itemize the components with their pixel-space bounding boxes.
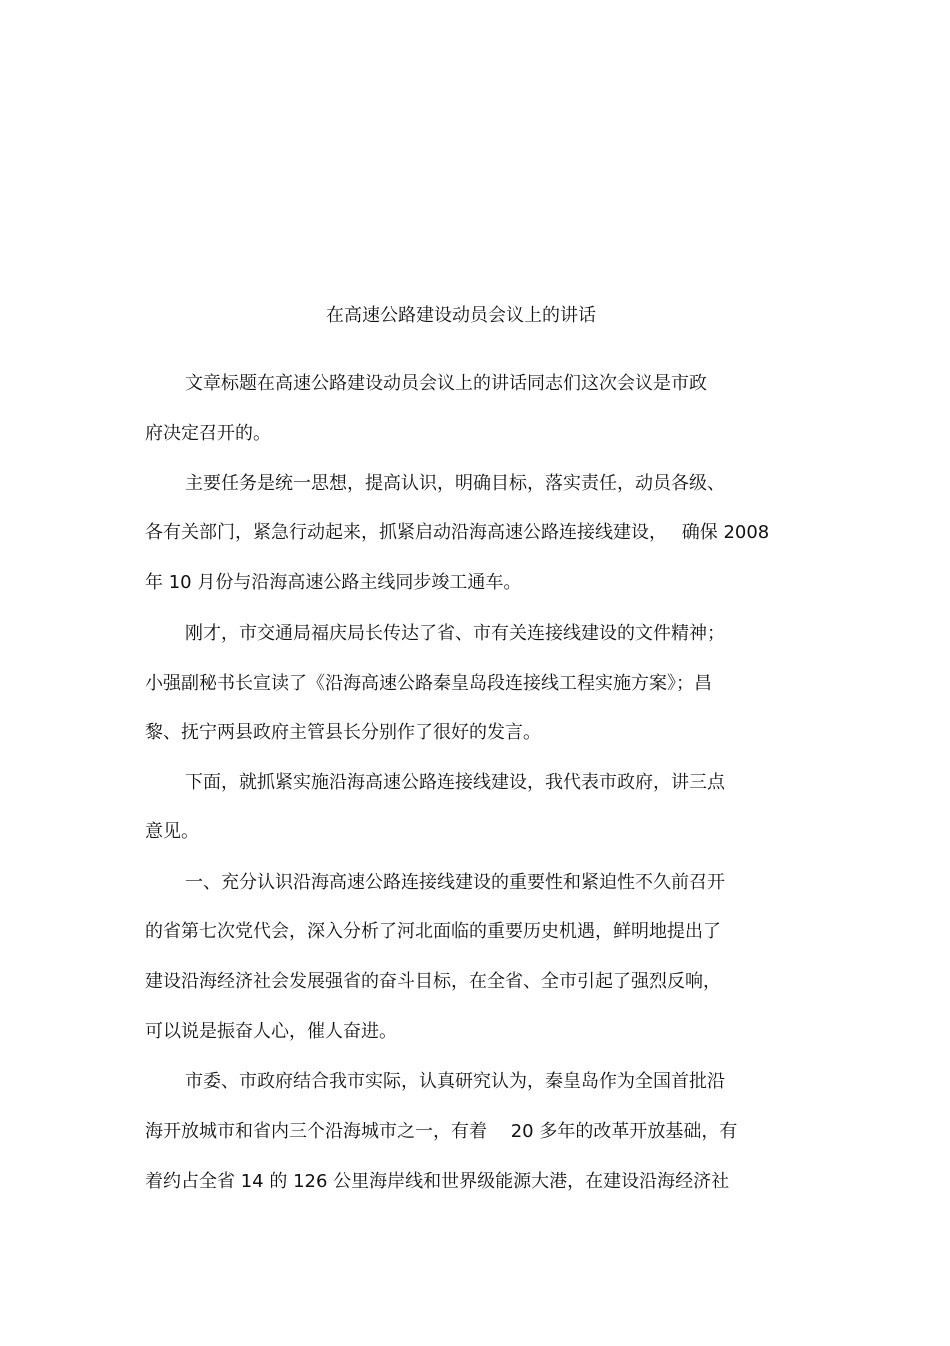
paragraph-line: 一、充分认识沿海高速公路连接线建设的重要性和紧迫性不久前召开	[185, 872, 725, 893]
paragraph-line: 着约占全省 14 的 126 公里海岸线和世界级能源大港，在建设沿海经济社	[145, 1171, 730, 1192]
paragraph-line: 各有关部门，紧急行动起来，抓紧启动沿海高速公路连接线建设， 确保 2008	[145, 522, 770, 543]
paragraph-line: 刚才，市交通局福庆局长传达了省、市有关连接线建设的文件精神；	[185, 623, 725, 644]
paragraph-line: 府决定召开的。	[145, 423, 271, 444]
paragraph-line: 可以说是振奋人心，催人奋进。	[145, 1021, 397, 1042]
paragraph-line: 年 10 月份与沿海高速公路主线同步竣工通车。	[145, 572, 522, 593]
paragraph-line: 下面，就抓紧实施沿海高速公路连接线建设，我代表市政府，讲三点	[185, 772, 725, 793]
paragraph-line: 建设沿海经济社会发展强省的奋斗目标，在全省、全市引起了强烈反响，	[145, 971, 721, 992]
paragraph-line: 文章标题在高速公路建设动员会议上的讲话同志们这次会议是市政	[185, 373, 707, 394]
paragraph-line: 小强副秘书长宣读了《沿海高速公路秦皇岛段连接线工程实施方案》；昌	[145, 673, 712, 694]
paragraph-line: 海开放城市和省内三个沿海城市之一，有着 20 多年的改革开放基础，有	[145, 1121, 738, 1142]
paragraph-line: 意见。	[145, 821, 199, 842]
paragraph-line: 市委、市政府结合我市实际，认真研究认为，秦皇岛作为全国首批沿	[185, 1071, 725, 1092]
document-title: 在高速公路建设动员会议上的讲话	[326, 305, 596, 326]
paragraph-line: 的省第七次党代会，深入分析了河北面临的重要历史机遇，鲜明地提出了	[145, 921, 721, 942]
paragraph-line: 主要任务是统一思想，提高认识，明确目标，落实责任，动员各级、	[185, 473, 725, 494]
paragraph-line: 黎、抚宁两县政府主管县长分别作了很好的发言。	[145, 722, 541, 743]
